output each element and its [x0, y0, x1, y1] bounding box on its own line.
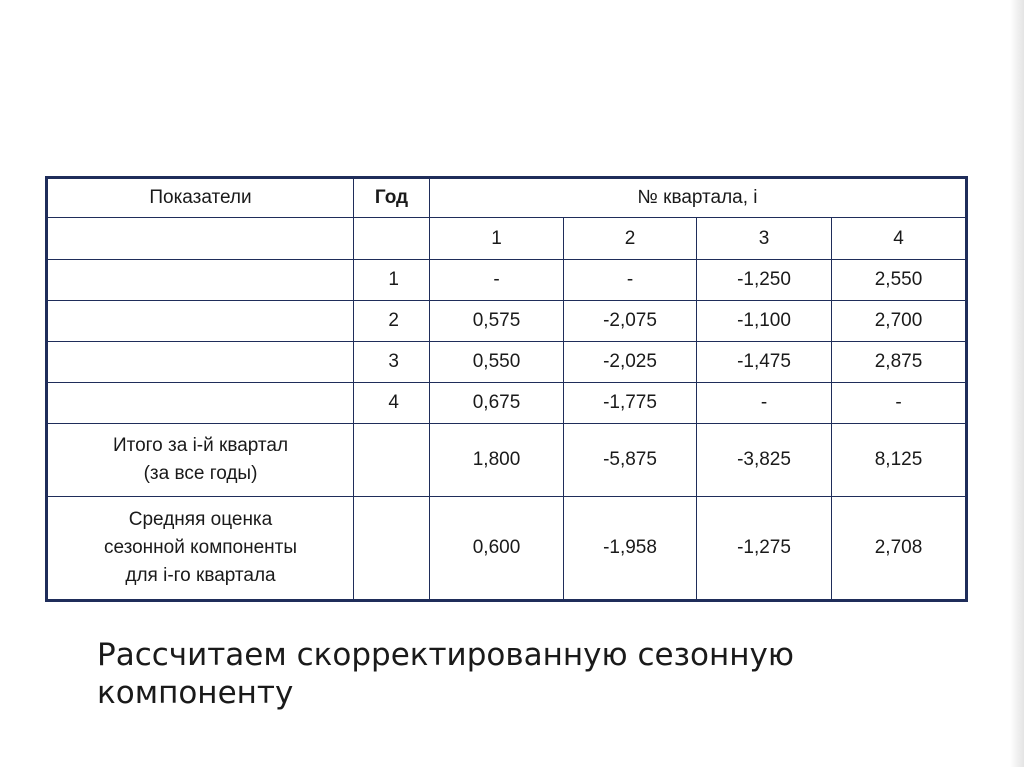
- value-cell: 0,550: [430, 342, 564, 383]
- value-cell: 2,700: [832, 301, 967, 342]
- value-cell: -1,475: [697, 342, 832, 383]
- header-indicators: Показатели: [47, 178, 354, 218]
- year-cell: 3: [354, 342, 430, 383]
- value-cell: 0,675: [430, 383, 564, 424]
- value-cell: -: [832, 383, 967, 424]
- average-value: 0,600: [430, 497, 564, 601]
- total-label-line: Итого за i-й квартал: [112, 435, 289, 456]
- value-cell: -1,250: [697, 260, 832, 301]
- average-label-line: для i-го квартала: [125, 565, 276, 586]
- value-cell: 0,575: [430, 301, 564, 342]
- total-value: -5,875: [564, 424, 697, 497]
- value-cell: -: [564, 260, 697, 301]
- table-row: [47, 301, 967, 342]
- seasonal-component-table: [45, 176, 968, 602]
- value-cell: -2,025: [564, 342, 697, 383]
- empty-cell: [47, 301, 354, 342]
- year-cell: 2: [354, 301, 430, 342]
- average-value: 2,708: [832, 497, 967, 601]
- total-label-line: (за все годы): [143, 463, 258, 484]
- average-row: [47, 497, 967, 601]
- average-value: -1,958: [564, 497, 697, 601]
- total-value: 1,800: [430, 424, 564, 497]
- year-cell: 4: [354, 383, 430, 424]
- value-cell: -1,775: [564, 383, 697, 424]
- table-row: [47, 342, 967, 383]
- empty-cell: [354, 497, 430, 601]
- empty-cell: [47, 260, 354, 301]
- average-label-line: сезонной компоненты: [103, 537, 298, 558]
- value-cell: -: [430, 260, 564, 301]
- total-label: [47, 424, 354, 497]
- quarter-number: 3: [697, 218, 832, 260]
- total-row: [47, 424, 967, 497]
- header-quarter-group: № квартала, i: [430, 178, 967, 218]
- value-cell: 2,550: [832, 260, 967, 301]
- table-row: [47, 260, 967, 301]
- total-value: -3,825: [697, 424, 832, 497]
- table-row: [47, 383, 967, 424]
- value-cell: -: [697, 383, 832, 424]
- quarter-number: 1: [430, 218, 564, 260]
- quarter-number: 4: [832, 218, 967, 260]
- total-value: 8,125: [832, 424, 967, 497]
- value-cell: 2,875: [832, 342, 967, 383]
- caption-line: компоненту: [97, 675, 294, 711]
- slide-caption: [97, 636, 917, 712]
- header-row: [47, 178, 967, 218]
- year-cell: 1: [354, 260, 430, 301]
- average-value: -1,275: [697, 497, 832, 601]
- quarter-number: 2: [564, 218, 697, 260]
- empty-cell: [47, 342, 354, 383]
- value-cell: -1,100: [697, 301, 832, 342]
- slide-edge-shadow: [1010, 0, 1024, 767]
- empty-cell: [47, 218, 354, 260]
- empty-cell: [47, 383, 354, 424]
- average-label: [47, 497, 354, 601]
- empty-cell: [354, 218, 430, 260]
- value-cell: -2,075: [564, 301, 697, 342]
- quarter-number-row: [47, 218, 967, 260]
- average-label-line: Средняя оценка: [128, 509, 273, 530]
- caption-line: Рассчитаем скорректированную сезонную: [97, 637, 794, 673]
- header-year: Год: [354, 178, 430, 218]
- empty-cell: [354, 424, 430, 497]
